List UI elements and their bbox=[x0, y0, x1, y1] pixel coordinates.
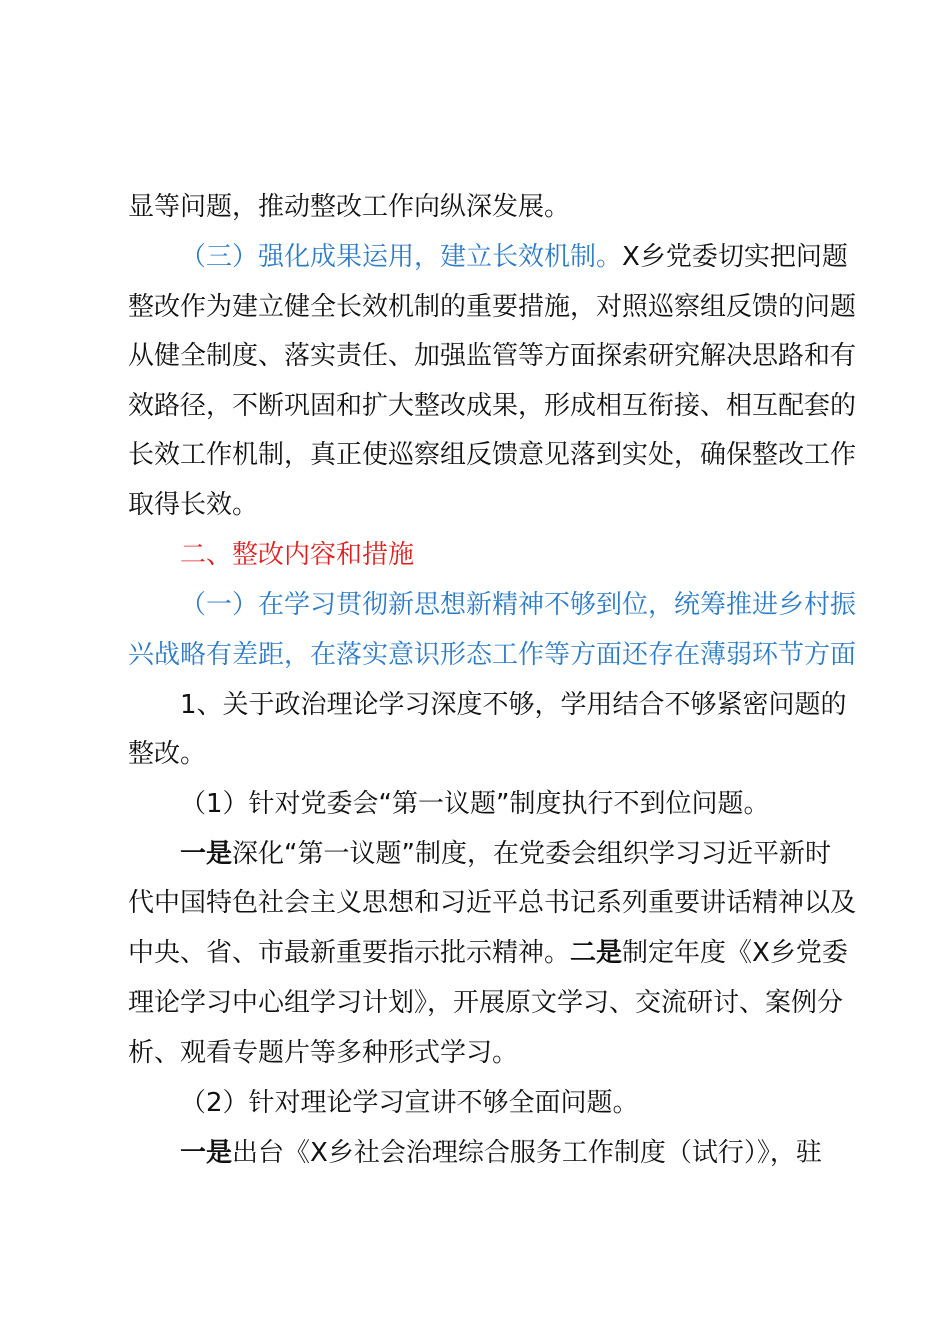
paragraph-line bbox=[180, 1136, 848, 1170]
paragraph-line bbox=[128, 936, 848, 970]
subsection-heading: （三）强化成果运用，建立长效机制。 bbox=[180, 242, 623, 272]
paragraph-line: 从健全制度、落实责任、加强监管等方面探索研究解决思路和有 bbox=[128, 341, 857, 371]
subsection-heading: （一）在学习贯彻新思想新精神不够到位，统筹推进乡村振 bbox=[180, 590, 857, 620]
bold-marker: 一是 bbox=[180, 1138, 233, 1168]
point-heading: （2）针对理论学习宣讲不够全面问题。 bbox=[180, 1088, 639, 1118]
paragraph-text: 深化“第一议题”制度，在党委会组织学习习近平新时 bbox=[232, 839, 831, 869]
bold-marker: 一是 bbox=[180, 839, 233, 869]
item-heading: 1、关于政治理论学习深度不够，学用结合不够紧密问题的 bbox=[180, 690, 847, 720]
paragraph-line: 代中国特色社会主义思想和习近平总书记系列重要讲话精神以及 bbox=[128, 888, 857, 918]
paragraph-line: 长效工作机制，真正使巡察组反馈意见落到实处，确保整改工作 bbox=[128, 440, 857, 470]
bold-marker: 二是 bbox=[570, 938, 623, 968]
paragraph-line: 理论学习中心组学习计划》，开展原文学习、交流研讨、案例分 bbox=[128, 988, 844, 1018]
paragraph-line: 析、观看专题片等多种形式学习。 bbox=[128, 1038, 519, 1068]
paragraph-line bbox=[180, 240, 848, 274]
paragraph-text: X乡党委切实把问题 bbox=[622, 242, 848, 272]
point-heading: （1）针对党委会“第一议题”制度执行不到位问题。 bbox=[180, 789, 770, 819]
paragraph-line: 显等问题，推动整改工作向纵深发展。 bbox=[128, 192, 571, 222]
paragraph-line bbox=[180, 837, 848, 871]
subsection-heading: 兴战略有差距，在落实意识形态工作等方面还存在薄弱环节方面 bbox=[128, 640, 857, 670]
paragraph-text: 制定年度《X乡党委 bbox=[622, 938, 848, 968]
item-heading: 整改。 bbox=[128, 739, 207, 769]
paragraph-line: 效路径，不断巩固和扩大整改成果，形成相互衔接、相互配套的 bbox=[128, 391, 857, 421]
paragraph-text: 出台《X乡社会治理综合服务工作制度（试行）》，驻 bbox=[232, 1138, 822, 1168]
paragraph-text: 中央、省、市最新重要指示批示精神。 bbox=[128, 938, 571, 968]
paragraph-line: 取得长效。 bbox=[128, 490, 259, 520]
section-heading: 二、整改内容和措施 bbox=[180, 540, 415, 570]
paragraph-line: 整改作为建立健全长效机制的重要措施，对照巡察组反馈的问题 bbox=[128, 292, 857, 322]
